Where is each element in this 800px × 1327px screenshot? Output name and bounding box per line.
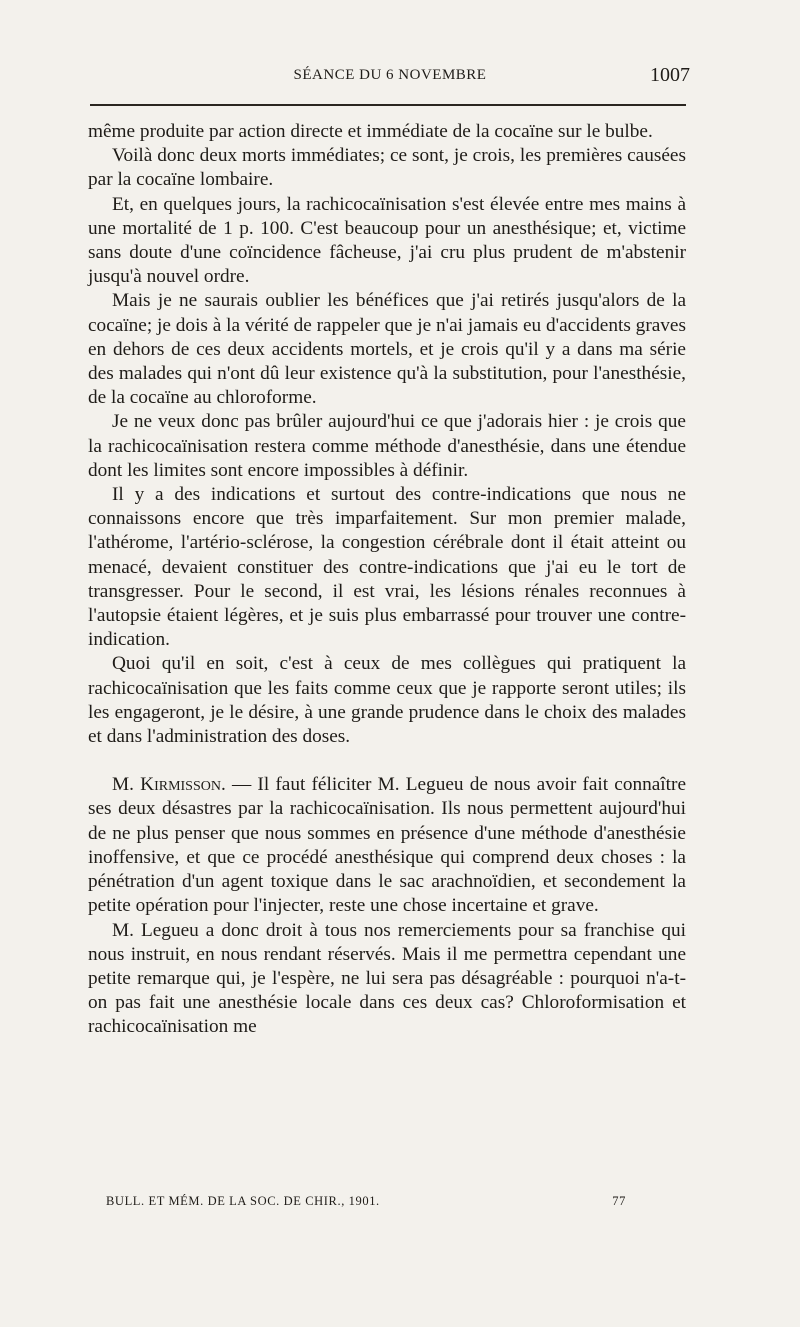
kirmisson-text: Il faut féliciter M. Legueu de nous avoir fait connaître ses deux désastres par la rachicocaïnisation. Ils nous permettent aujourd'hui de ne plus penser que nous sommes en présence d'une méthode d'anesthésie inoffensive, et que ce procédé anesthésique qui comprend deux choses : la pénétration d'un agent toxique dans le sac arachnoïdien, et secondement la petite opération pour l'injecter, reste une chose incertaine et grave. — [88, 774, 687, 917]
speaker-name: Kirmisson — [140, 774, 221, 796]
kirmisson-paragraph — [88, 773, 686, 918]
body-text — [88, 120, 686, 1040]
paragraph: Mais je ne saurais oublier les bénéfices que j'ai retirés jusqu'alors de la cocaïne; je dois à la vérité de rappeler que je n'ai jamais eu d'accidents graves en dehors de ces deux accidents mortels, et je crois qu'il y a dans ma série des malades qui n'ont dû leur existence qu'à la substitution, pour l'anesthésie, de la cocaïne au chloroforme. — [88, 290, 686, 409]
paragraph: Je ne veux donc pas brûler aujourd'hui ce que j'adorais hier : je crois que la rachicocaïnisation restera comme méthode d'anesthésie, dans une étendue dont les limites sont encore impossibles à définir. — [88, 411, 686, 481]
signature-mark: 77 — [612, 1194, 626, 1208]
page-number: 1007 — [650, 64, 690, 86]
speaker-suffix: . — — [220, 774, 258, 796]
header-rule — [90, 104, 686, 106]
paragraph: Quoi qu'il en soit, c'est à ceux de mes collègues qui pratiquent la rachicocaïnisation que les faits comme ceux que je rapporte seront utiles; ils les engageront, je le désire, à une grande prudence dans le choix des malades et dans l'administration des doses. — [88, 653, 686, 748]
running-title: SÉANCE DU 6 NOVEMBRE — [293, 67, 487, 83]
paragraph: même produite par action directe et immédiate de la cocaïne sur le bulbe. — [88, 121, 653, 142]
paragraph: Il y a des indications et surtout des contre-indications que nous ne connaissons encore que très imparfaitement. Sur mon premier malade, l'athérome, l'artério-sclérose, la congestion cérébrale dont il était atteint ou menacé, devaient constituer des contre-indications que j'ai eu le tort de transgresser. Pour le second, il est vrai, les lésions rénales reconnues à l'autopsie étaient légères, et je suis plus embarrassé pour trouver une contre-indication. — [88, 484, 686, 651]
paragraph: Et, en quelques jours, la rachicocaïnisation s'est élevée entre mes mains à une mortalité de 1 p. 100. C'est beaucoup pour un anesthésique; et, victime sans doute d'une coïncidence fâcheuse, j'ai cru plus prudent de m'abstenir jusqu'à nouvel ordre. — [88, 193, 686, 288]
paragraph: Voilà donc deux morts immédiates; ce sont, je crois, les premières causées par la cocaïne lombaire. — [88, 145, 686, 191]
running-header — [90, 64, 690, 88]
footer — [106, 1194, 626, 1214]
paragraph: M. Legueu a donc droit à tous nos remerciements pour sa franchise qui nous instruit, en nous rendant réservés. Mais il me permettra cependant une petite remarque qui, je l'espère, ne lui sera pas désagréable : pourquoi n'a-t-on pas fait une anesthésie locale dans ces deux cas? Chloroformisation et rachicocaïnisation me — [88, 919, 686, 1038]
speaker-prefix: M. — [112, 774, 141, 796]
footer-source: BULL. ET MÉM. DE LA SOC. DE CHIR., 1901. — [106, 1194, 380, 1208]
